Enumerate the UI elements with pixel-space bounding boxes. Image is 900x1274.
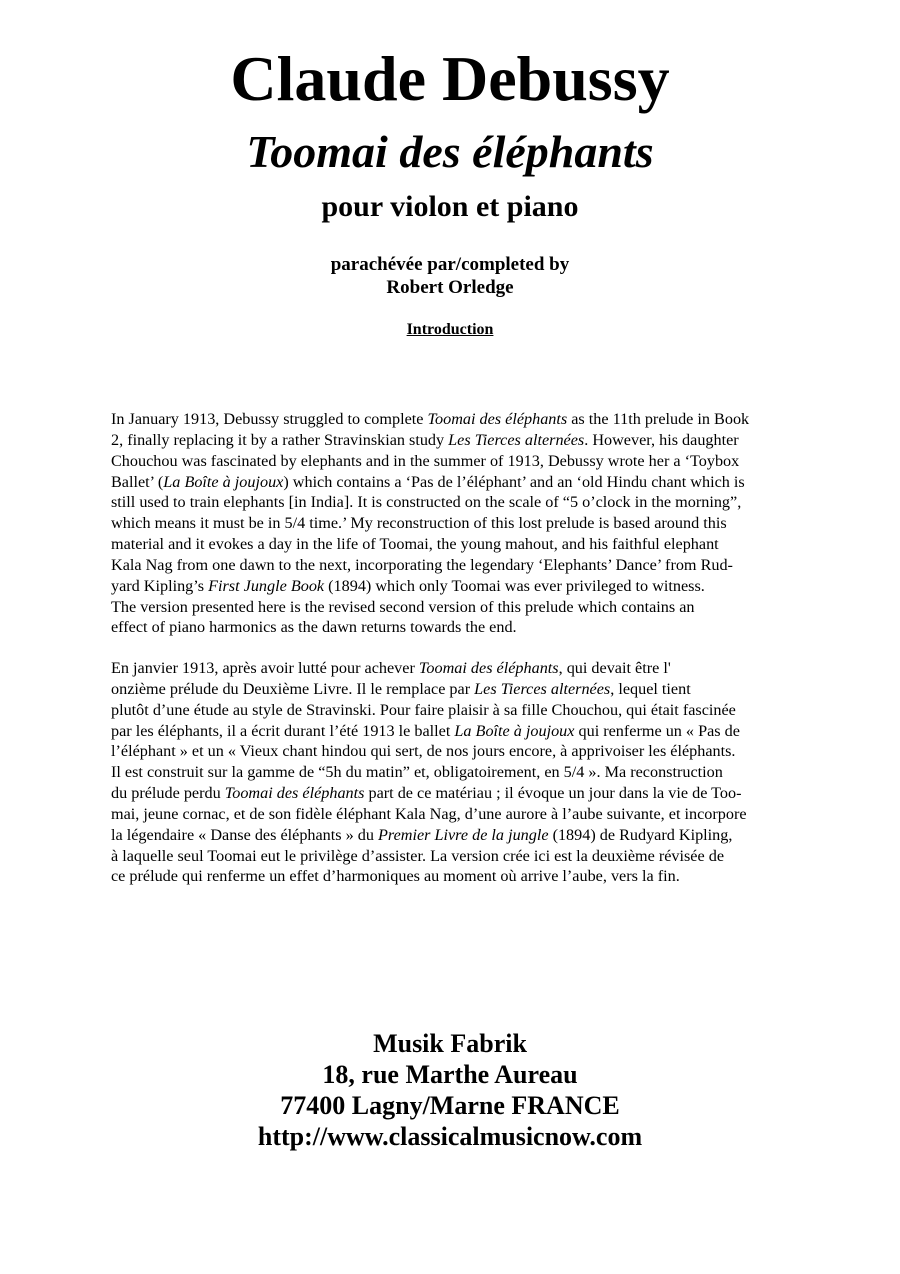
text-line: Ballet’ (La Boîte à joujoux) which contains a ‘Pas de l’éléphant’ and an ‘old Hindu chant which is bbox=[111, 472, 745, 491]
publisher-city: 77400 Lagny/Marne FRANCE bbox=[280, 1091, 620, 1120]
text-line: Kala Nag from one dawn to the next, incorporating the legendary ‘Elephants’ Dance’ from Rud- bbox=[111, 555, 733, 574]
text-line: 2, finally replacing it by a rather Stravinskian study Les Tierces alternées. However, his daughter bbox=[111, 430, 739, 449]
italic-title: Premier Livre de la jungle bbox=[378, 825, 549, 844]
english-paragraph bbox=[111, 409, 831, 638]
publisher-street: 18, rue Marthe Aureau bbox=[322, 1060, 578, 1089]
instrumentation-subtitle: pour violon et piano bbox=[321, 190, 579, 223]
text-line: par les éléphants, il a écrit durant l’été 1913 le ballet La Boîte à joujoux qui renferme un « Pas de bbox=[111, 721, 740, 740]
text-line: la légendaire « Danse des éléphants » du Premier Livre de la jungle (1894) de Rudyard Kipling, bbox=[111, 825, 733, 844]
italic-title: La Boîte à joujoux bbox=[163, 472, 284, 491]
completed-by-label: parachévée par/completed by bbox=[330, 254, 570, 275]
italic-title: Toomai des éléphants bbox=[427, 410, 568, 428]
text-line: still used to train elephants [in India]. It is constructed on the scale of “5 o’clock in the morning”, bbox=[111, 493, 742, 512]
text-line: plutôt d’une étude au style de Stravinski. Pour faire plaisir à sa fille Chouchou, qui était fascinée bbox=[111, 700, 736, 719]
italic-title: First Jungle Book bbox=[208, 576, 325, 595]
arranger-name: Robert Orledge bbox=[386, 277, 514, 298]
italic-title: Les Tierces alternées bbox=[474, 679, 611, 698]
italic-title: La Boîte à joujoux bbox=[454, 721, 575, 740]
publisher-name: Musik Fabrik bbox=[373, 1029, 527, 1058]
publisher-block bbox=[0, 1028, 900, 1152]
italic-title: Toomai des éléphants bbox=[418, 659, 559, 677]
text-line: ce prélude qui renferme un effet d’harmoniques au moment où arrive l’aube, vers la fin. bbox=[111, 867, 680, 886]
text-line: yard Kipling’s First Jungle Book (1894) which only Toomai was ever privileged to witness. bbox=[111, 576, 705, 595]
text-line: En janvier 1913, après avoir lutté pour achever Toomai des éléphants, qui devait être l' bbox=[111, 659, 671, 677]
text-line: mai, jeune cornac, et de son fidèle éléphant Kala Nag, d’une aurore à l’aube suivante, et incorpore bbox=[111, 804, 747, 823]
text-line: The version presented here is the revised second version of this prelude which contains an bbox=[111, 597, 695, 616]
text-line: à laquelle seul Toomai eut le privilège d’assister. La version crée ici est la deuxième révisée de bbox=[111, 846, 725, 865]
composer-name: Claude Debussy bbox=[230, 43, 670, 114]
text-line: which means it must be in 5/4 time.’ My reconstruction of this lost prelude is based around this bbox=[111, 514, 727, 533]
publisher-website[interactable]: http://www.classicalmusicnow.com bbox=[257, 1122, 643, 1151]
text-line: onzième prélude du Deuxième Livre. Il le remplace par Les Tierces alternées, lequel tient bbox=[111, 679, 691, 698]
italic-title: Toomai des éléphants bbox=[224, 784, 365, 803]
text-line: Il est construit sur la gamme de “5h du matin” et, obligatoirement, en 5/4 ». Ma reconstruction bbox=[111, 763, 723, 782]
text-line: l’éléphant » et un « Vieux chant hindou qui sert, de nos jours encore, à apprivoiser les éléphants. bbox=[111, 742, 736, 761]
french-paragraph bbox=[111, 658, 831, 887]
section-heading bbox=[0, 320, 900, 340]
text-line: material and it evokes a day in the life of Toomai, the young mahout, and his faithful elephant bbox=[111, 535, 719, 554]
text-line: Chouchou was fascinated by elephants and in the summer of 1913, Debussy wrote her a ‘Toybox bbox=[111, 451, 740, 470]
work-title: Toomai des éléphants bbox=[246, 126, 654, 177]
italic-title: Les Tierces alternées bbox=[448, 430, 585, 449]
section-heading-text: Introduction bbox=[406, 321, 494, 338]
text-line: effect of piano harmonics as the dawn returns towards the end. bbox=[111, 618, 517, 637]
text-line: du prélude perdu Toomai des éléphants part de ce matériau ; il évoque un jour dans la vie de Too- bbox=[111, 784, 742, 803]
text-line: In January 1913, Debussy struggled to complete Toomai des éléphants as the 11th prelude in Book bbox=[111, 410, 750, 428]
